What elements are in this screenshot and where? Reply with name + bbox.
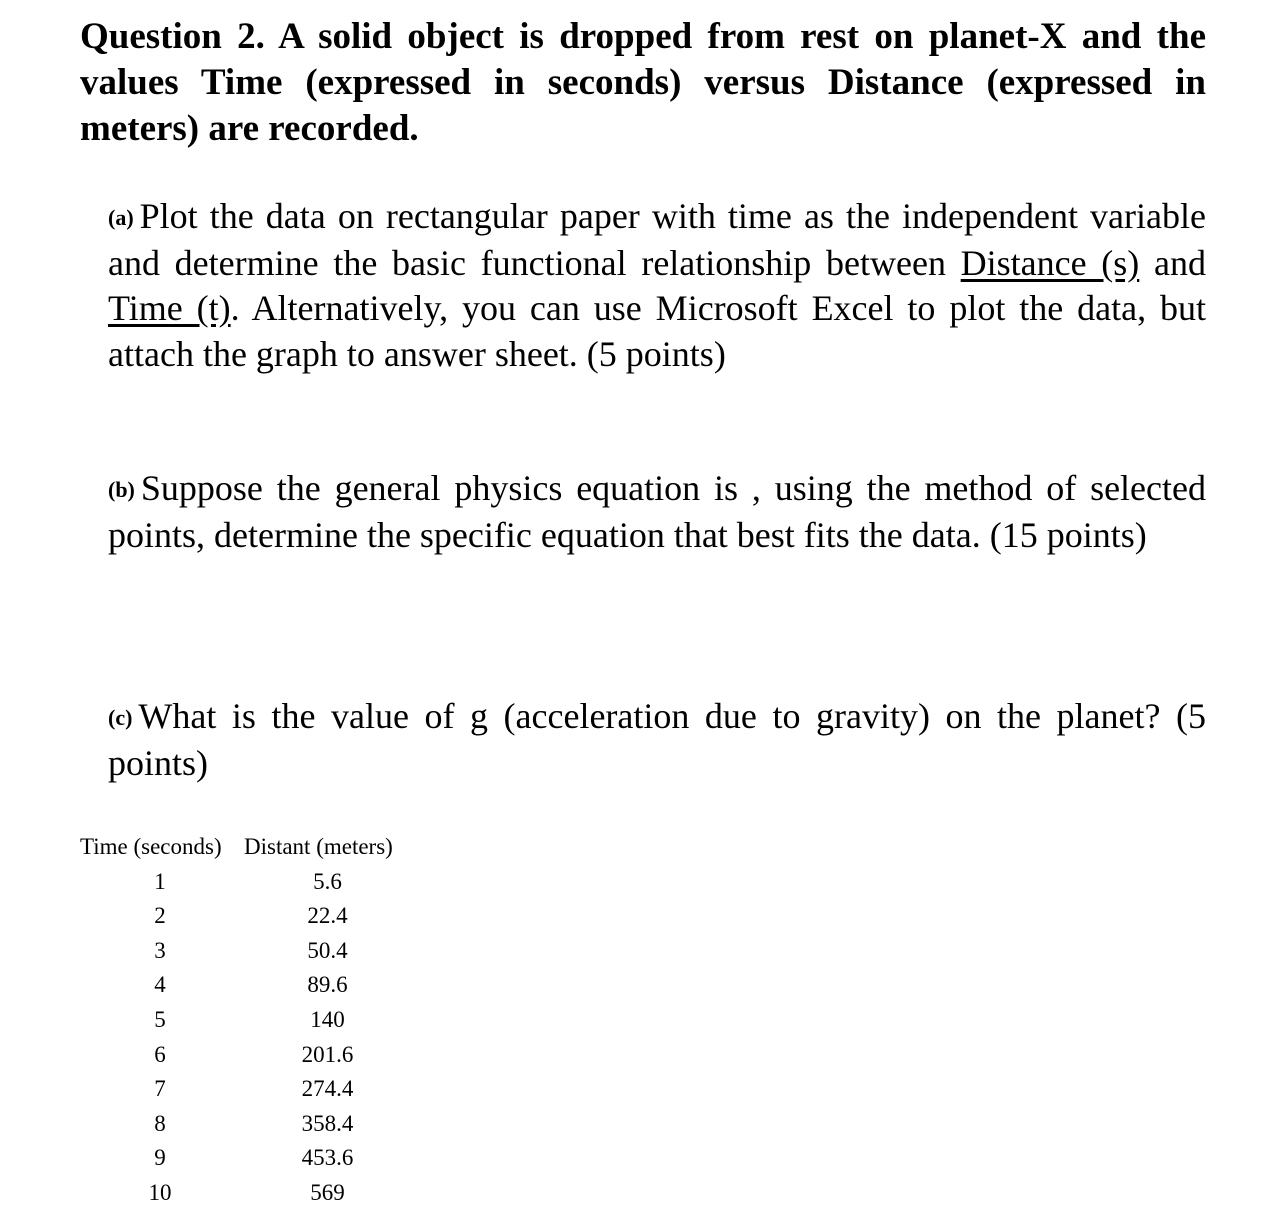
question-title: Question 2. A solid object is dropped from rest on planet-X and the values Time (expressed in seconds) versus Distance (expressed in meters) are recorded. xyxy=(80,16,1206,149)
table-row xyxy=(80,899,415,934)
cell-time: 9 xyxy=(154,1145,166,1171)
cell-distance: 358.4 xyxy=(301,1110,354,1136)
part-c-label: (c) xyxy=(108,705,133,730)
cell-distance: 569 xyxy=(310,1179,345,1205)
table-header xyxy=(80,830,415,865)
cell-distance: 201.6 xyxy=(301,1041,354,1067)
cell-time: 1 xyxy=(154,868,166,894)
cell-time: 3 xyxy=(154,937,166,963)
cell-time: 8 xyxy=(154,1110,166,1136)
part-a-text-before: Plot the data on rectangular paper with time as the independent variable and determine the basic functional relationship between xyxy=(108,196,1206,283)
cell-time: 6 xyxy=(154,1041,166,1067)
table-row xyxy=(80,1107,415,1142)
cell-distance: 5.6 xyxy=(313,868,342,894)
cell-time: 2 xyxy=(154,903,166,929)
cell-distance: 453.6 xyxy=(301,1145,354,1171)
table-row xyxy=(80,1072,415,1107)
part-a-text-after: . Alternatively, you can use Microsoft Excel to plot the data, but attach the graph to answer sheet. (5 points) xyxy=(108,288,1206,374)
part-a xyxy=(108,194,1206,377)
cell-time: 5 xyxy=(154,1006,166,1032)
cell-distance: 274.4 xyxy=(301,1076,354,1102)
part-a-text-mid: and xyxy=(1139,242,1206,283)
part-a-text xyxy=(108,196,1206,374)
part-b-label: (b) xyxy=(108,477,135,502)
table-row xyxy=(80,1003,415,1038)
table-row xyxy=(80,1141,415,1176)
header-time: Time (seconds) xyxy=(80,834,222,859)
part-a-label: (a) xyxy=(108,205,134,230)
part-c-text: What is the value of g (acceleration due to gravity) on the planet? (5 points) xyxy=(108,696,1206,783)
cell-time: 7 xyxy=(154,1076,166,1102)
cell-distance: 140 xyxy=(310,1006,345,1032)
data-table xyxy=(80,830,415,1211)
table-row xyxy=(80,1176,415,1211)
header-distance: Distant (meters) xyxy=(244,834,393,859)
part-a-term-distance: Distance (s) xyxy=(960,242,1140,283)
table-row xyxy=(80,1038,415,1073)
table-row xyxy=(80,968,415,1003)
part-b-text: Suppose the general physics equation is , using the method of selected points, determine the specific equation that best fits the data. (15 points) xyxy=(108,468,1206,555)
cell-distance: 22.4 xyxy=(307,903,348,929)
part-b xyxy=(108,466,1206,558)
cell-time: 4 xyxy=(154,972,166,998)
part-a-term-time: Time (t) xyxy=(108,288,231,328)
part-c xyxy=(108,694,1206,786)
cell-distance: 50.4 xyxy=(307,937,348,963)
cell-time: 10 xyxy=(148,1179,172,1205)
table-row xyxy=(80,865,415,900)
table-row xyxy=(80,934,415,969)
cell-distance: 89.6 xyxy=(307,972,348,998)
